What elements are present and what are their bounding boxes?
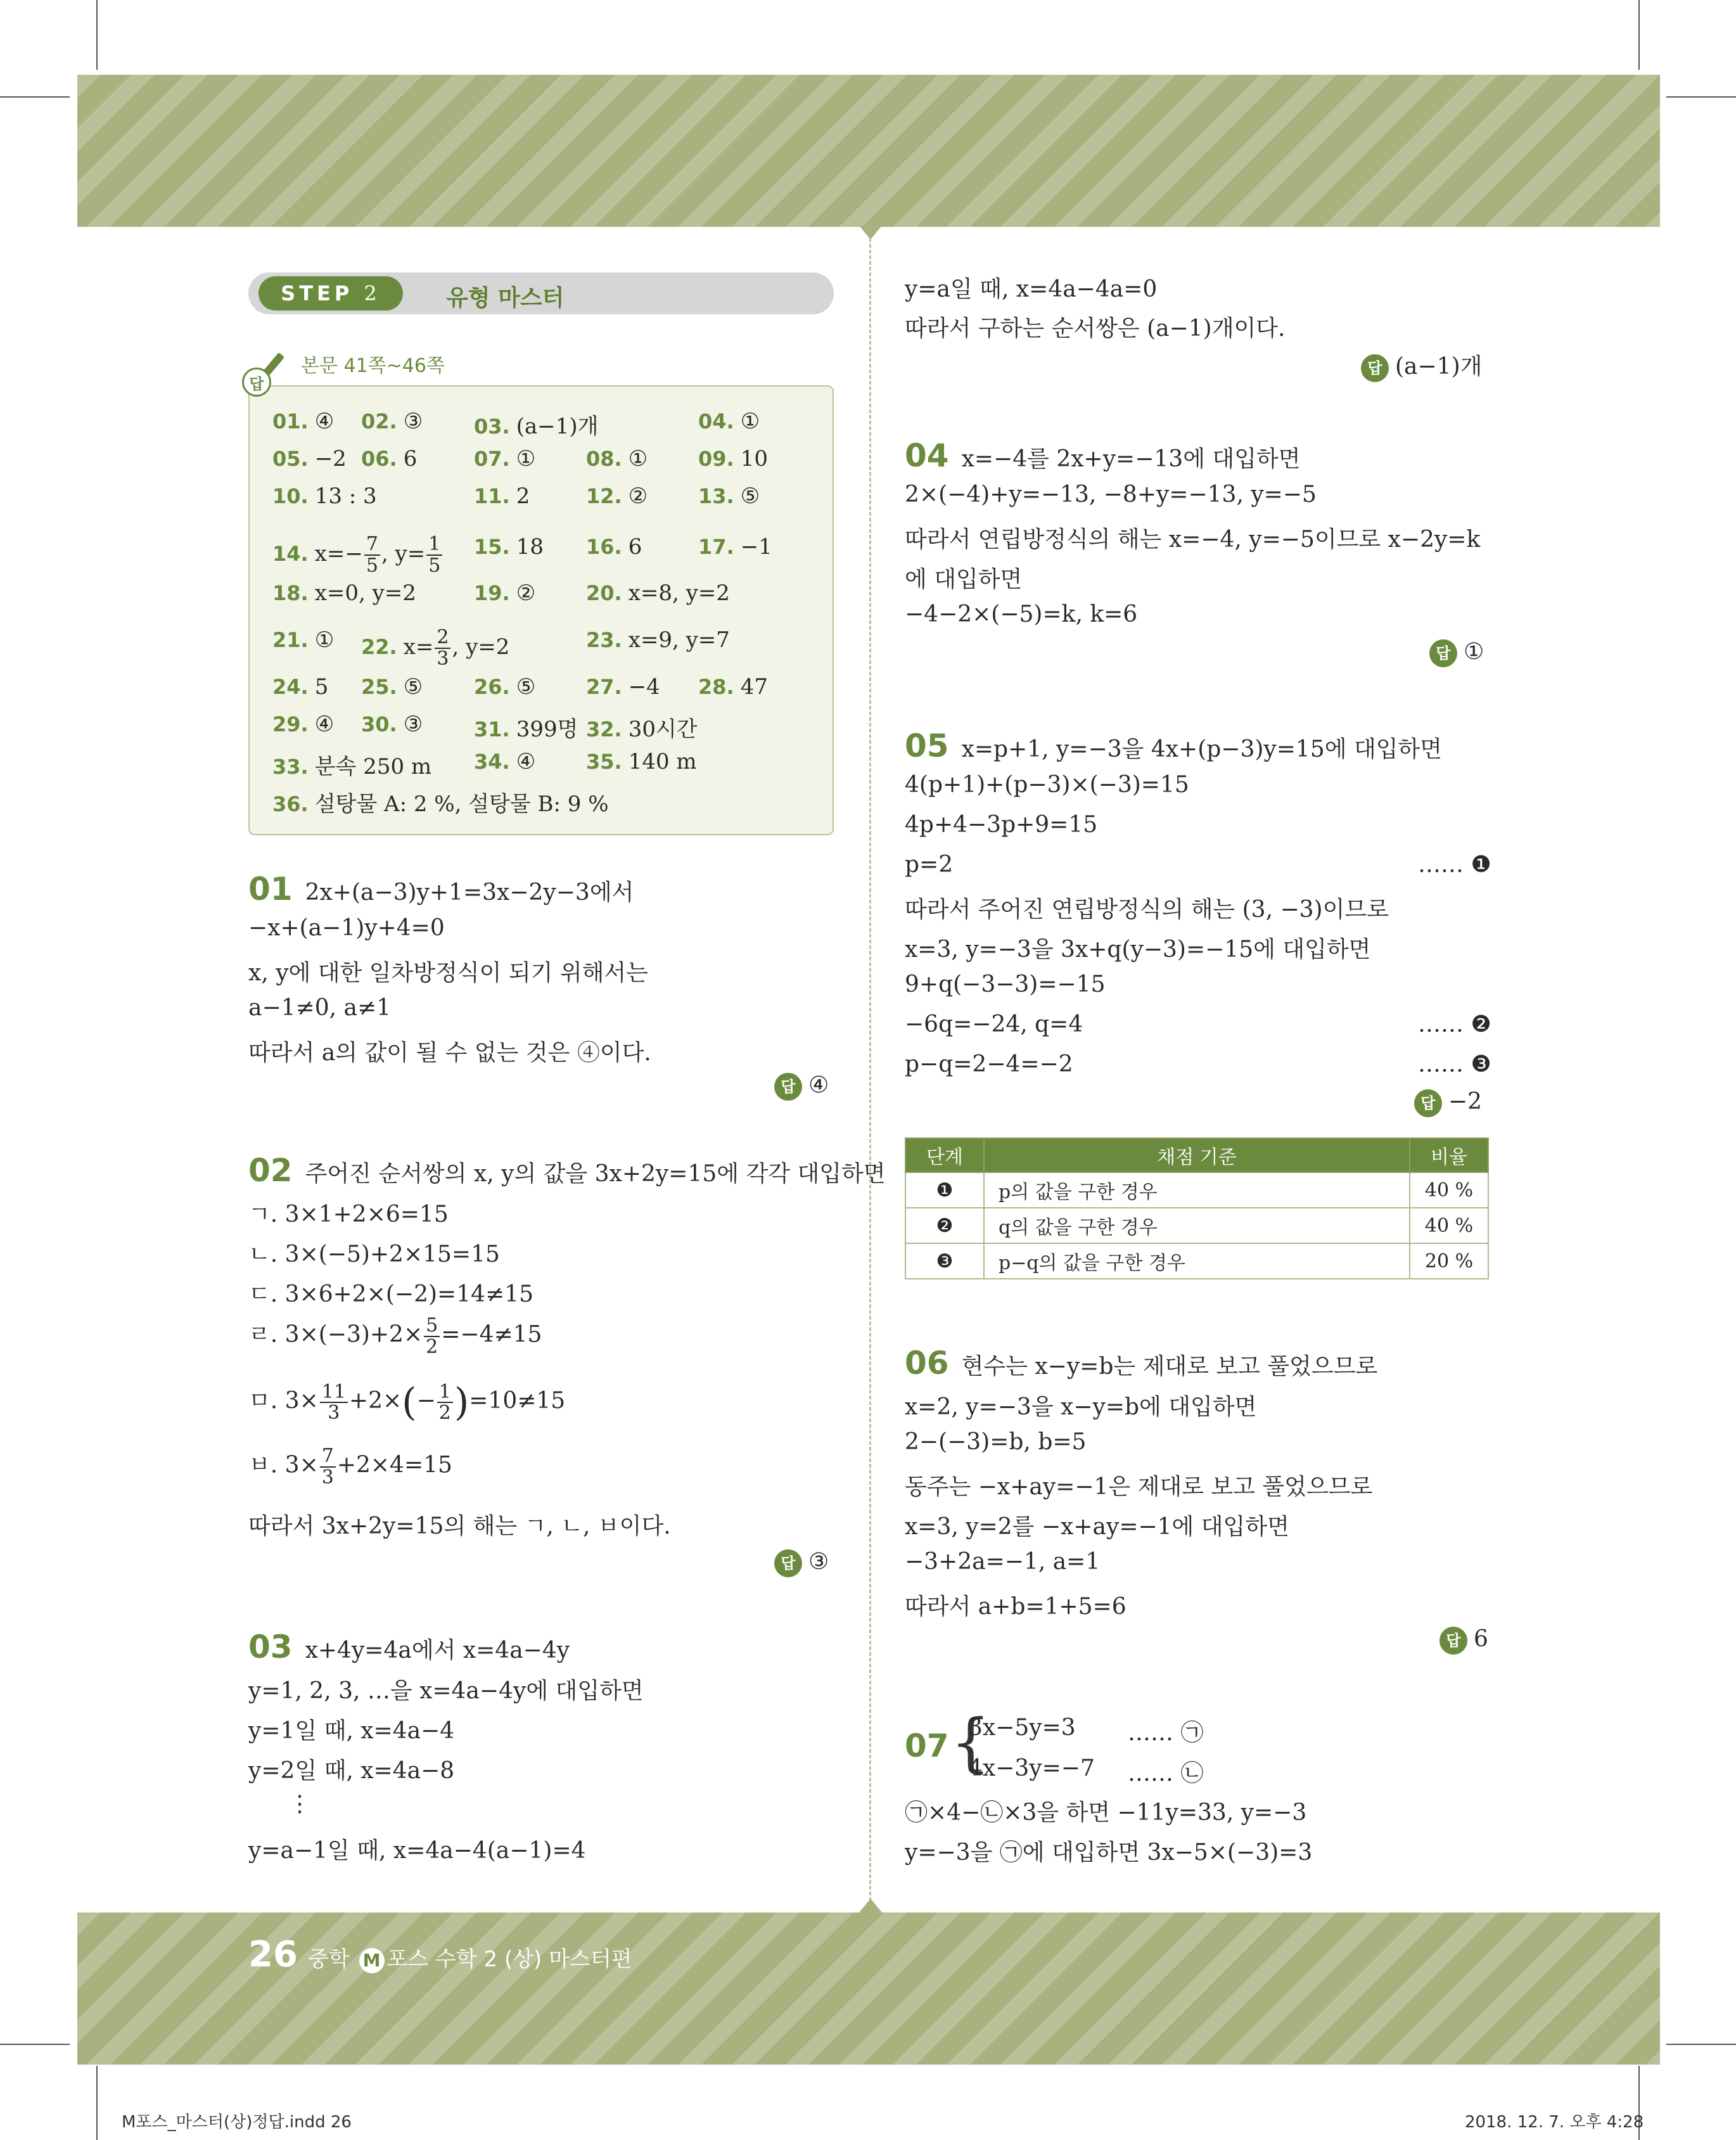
- answer-number: 07.: [474, 447, 510, 471]
- column-header: 비율: [1410, 1138, 1488, 1172]
- answer-icon: 답: [1439, 1627, 1467, 1655]
- step-header: [248, 272, 834, 314]
- answer-item: [272, 534, 444, 575]
- expr-part: x=: [403, 634, 434, 660]
- answer-item: [474, 674, 535, 700]
- solution-line: 따라서 구하는 순서쌍은 (a−1)개이다.: [905, 316, 1286, 342]
- answer-value: ④: [314, 409, 335, 434]
- answer-number: 23.: [586, 628, 622, 652]
- denominator: 5: [366, 554, 378, 577]
- expr-part: +2×: [348, 1388, 402, 1414]
- answer-number: 18.: [272, 581, 309, 605]
- answer-number: 35.: [586, 750, 622, 774]
- solution-line: −x+(a−1)y+4=0: [248, 915, 445, 941]
- answer-icon: 답: [774, 1549, 802, 1577]
- answer-item: [272, 627, 334, 653]
- answer-item: [586, 712, 698, 743]
- solution-line: 따라서 3x+2y=15의 해는 ㄱ, ㄴ, ㅂ이다.: [248, 1513, 671, 1539]
- answer-item: [586, 534, 642, 560]
- denominator: 2: [438, 1402, 451, 1424]
- answer-item: [272, 409, 334, 434]
- crop-mark: [0, 2044, 70, 2045]
- answer-value: x=8, y=2: [628, 580, 730, 606]
- answer-icon: 답: [1361, 354, 1389, 382]
- solution-line: x=3, y=−3을 3x+q(y−3)=−15에 대입하면: [905, 937, 1371, 963]
- solution-line: 2−(−3)=b, b=5: [905, 1429, 1087, 1455]
- denominator: 3: [437, 647, 449, 670]
- question-number: 05: [905, 727, 949, 764]
- step-mark: …… ❶: [1418, 852, 1491, 878]
- fraction: [364, 534, 380, 575]
- answer-value: (a−1)개: [516, 414, 599, 439]
- file-slug: M포스_마스터(상)정답.indd 26: [122, 2113, 352, 2132]
- answer-item: [272, 580, 416, 606]
- answer-number: 27.: [586, 675, 622, 699]
- equation-mark: …… ㉠: [1128, 1720, 1204, 1746]
- answer-number: 05.: [272, 447, 309, 471]
- answer-value: 47: [740, 674, 768, 700]
- answer-item: [272, 484, 377, 509]
- answer-item: [272, 446, 347, 471]
- answer-number: 21.: [272, 628, 309, 652]
- answer-value: 6: [1474, 1626, 1488, 1652]
- answer-value: 5: [314, 674, 329, 700]
- paren-open: (: [402, 1380, 417, 1425]
- answer-icon: 답: [1414, 1089, 1442, 1117]
- answer-value: [314, 533, 444, 577]
- expr-part: =−4≠15: [441, 1321, 542, 1348]
- step-title: 유형 마스터: [446, 285, 565, 311]
- expr-part: ㅂ. 3×: [248, 1452, 319, 1478]
- column-divider: [869, 227, 871, 1913]
- answer-badge: [1361, 349, 1482, 382]
- numerator: 2: [435, 627, 450, 649]
- answer-number: 09.: [698, 447, 734, 471]
- answer-number: 12.: [586, 484, 622, 508]
- solution-line: 4p+4−3p+9=15: [905, 812, 1098, 838]
- answer-number: 01.: [272, 409, 309, 433]
- expr-part: , y=: [381, 541, 426, 567]
- answer-item: [474, 484, 530, 509]
- denominator: 2: [426, 1335, 438, 1358]
- answer-item: [474, 446, 535, 471]
- step-label: STEP: [281, 281, 354, 305]
- solution-line: a−1≠0, a≠1: [248, 995, 392, 1021]
- answer-number: 24.: [272, 675, 309, 699]
- book-title: [308, 1942, 632, 1973]
- divider-notch: [859, 226, 882, 240]
- answer-value: −2: [314, 446, 347, 471]
- answer-number: 32.: [586, 717, 622, 741]
- denominator: 3: [328, 1402, 340, 1424]
- answer-item: [698, 674, 768, 700]
- solution-line: ㅁ. 3× $\frac{11}{3}$ +2×(− $\frac{1}{2}$ )=10≠15: [248, 1380, 566, 1425]
- solution-line: 에 대입하면: [905, 567, 1023, 593]
- fraction: [426, 534, 442, 575]
- system-equation: 4x−3y=−7: [968, 1755, 1095, 1781]
- answer-value: ①: [628, 446, 648, 471]
- page-range: 본문 41쪽~46쪽: [301, 355, 445, 377]
- step-number: 2: [364, 281, 381, 305]
- header-band: [77, 75, 1660, 227]
- answer-number: 04.: [698, 409, 734, 433]
- answer-item: [586, 627, 730, 653]
- solution-line: 9+q(−3−3)=−15: [905, 971, 1106, 997]
- answer-item: [698, 446, 768, 471]
- solution-line: 따라서 연립방정식의 해는 x=−4, y=−5이므로 x−2y=k: [905, 527, 1481, 553]
- answer-item: [272, 749, 431, 780]
- answer-number: 36.: [272, 792, 309, 816]
- denominator: 5: [428, 554, 441, 577]
- numerator: 7: [364, 534, 380, 556]
- question-number: 06: [905, 1345, 949, 1381]
- solution-line: y=a일 때, x=4a−4a=0: [905, 276, 1158, 302]
- solution-line: y=−3을 ㉠에 대입하면 3x−5×(−3)=3: [905, 1840, 1313, 1866]
- solution-line: x=2, y=−3을 x−y=b에 대입하면: [905, 1394, 1257, 1420]
- answer-number: 25.: [361, 675, 397, 699]
- answer-item: [474, 534, 544, 560]
- crop-mark: [1666, 96, 1736, 98]
- question-01: [248, 871, 634, 907]
- answer-value: 6: [628, 534, 642, 560]
- solution-line: ㄷ. 3×6+2×(−2)=14≠15: [248, 1281, 533, 1307]
- criterion-cell: p−q의 값을 구한 경우: [984, 1243, 1410, 1279]
- answer-badge: [774, 1072, 829, 1101]
- solution-line: p−q=2−4=−2: [905, 1051, 1073, 1077]
- solution-line: x+4y=4a에서 x=4a−4y: [305, 1637, 570, 1663]
- solution-line: 2×(−4)+y=−13, −8+y=−13, y=−5: [905, 482, 1317, 508]
- answer-value: 10: [740, 446, 768, 471]
- solution-line: 따라서 a+b=1+5=6: [905, 1594, 1126, 1620]
- step-cell: ❷: [905, 1208, 984, 1243]
- answer-number: 30.: [361, 712, 397, 736]
- answer-value: 30시간: [628, 717, 698, 742]
- fraction: [320, 1382, 348, 1423]
- answer-number: 08.: [586, 447, 622, 471]
- solution-line: 동주는 −x+ay=−1은 제대로 보고 풀었으므로: [905, 1474, 1373, 1500]
- table-row: [905, 1208, 1488, 1243]
- answer-item: [361, 627, 509, 669]
- answer-item: [361, 712, 423, 737]
- answer-item: [272, 786, 609, 817]
- answer-badge: [1439, 1626, 1488, 1655]
- solution-line: [248, 1316, 542, 1357]
- answer-value: 399명: [516, 717, 578, 742]
- solution-line: y=2일 때, x=4a−8: [248, 1758, 455, 1784]
- step-cell: ❶: [905, 1172, 984, 1208]
- answer-value: 6: [403, 446, 418, 471]
- answer-number: 10.: [272, 484, 309, 508]
- expr-part: x=−: [314, 541, 363, 567]
- question-number: 03: [248, 1629, 293, 1665]
- answer-value: 설탕물 A: 2 %, 설탕물 B: 9 %: [314, 791, 609, 817]
- answer-value: ②: [516, 580, 536, 606]
- criterion-cell: p의 값을 구한 경우: [984, 1172, 1410, 1208]
- question-number: 07: [905, 1727, 949, 1764]
- answer-number: 26.: [474, 675, 510, 699]
- column-header: 채점 기준: [984, 1138, 1410, 1172]
- table-header-row: [905, 1138, 1488, 1172]
- step-cell: ❸: [905, 1243, 984, 1279]
- expr-part: ㅁ. 3×: [248, 1388, 319, 1414]
- question-number: 01: [248, 871, 293, 907]
- m-logo-icon: M: [359, 1948, 385, 1973]
- answer-badge: [1414, 1089, 1482, 1117]
- answer-value: −4: [628, 674, 660, 700]
- answer-value: 18: [516, 534, 544, 560]
- answer-number: 13.: [698, 484, 734, 508]
- answer-item: [474, 580, 535, 606]
- answer-number: 02.: [361, 409, 397, 433]
- solution-line: ㉠×4−㉡×3을 하면 −11y=33, y=−3: [905, 1800, 1307, 1826]
- answer-item: [474, 409, 598, 440]
- answer-number: 14.: [272, 541, 309, 566]
- answer-item: [586, 749, 697, 774]
- answer-value: ⑤: [740, 484, 760, 509]
- answer-value: ①: [1464, 639, 1484, 665]
- solution-line: x=3, y=2를 −x+ay=−1에 대입하면: [905, 1514, 1289, 1540]
- answer-number: 33.: [272, 755, 309, 779]
- answer-item: [272, 712, 334, 737]
- fraction: [437, 1382, 453, 1423]
- crop-mark: [0, 96, 70, 98]
- step-mark: …… ❷: [1418, 1011, 1491, 1037]
- answer-number: 03.: [474, 414, 510, 439]
- answer-value: ④: [314, 712, 335, 737]
- fraction: [435, 627, 450, 669]
- scoring-table: [905, 1137, 1489, 1279]
- answer-value: ③: [808, 1549, 829, 1575]
- solution-line: −6q=−24, q=4: [905, 1011, 1083, 1037]
- solution-line: −3+2a=−1, a=1: [905, 1549, 1101, 1575]
- answer-number: 22.: [361, 634, 397, 659]
- answer-item: [586, 580, 730, 606]
- expr-part: +2×4=15: [336, 1452, 452, 1478]
- solution-line: 따라서 주어진 연립방정식의 해는 (3, −3)이므로: [905, 897, 1389, 923]
- solution-line: y=1일 때, x=4a−4: [248, 1718, 455, 1744]
- solution-line: p=2: [905, 852, 954, 878]
- divider-notch: [859, 1899, 882, 1913]
- solution-line: y=a−1일 때, x=4a−4(a−1)=4: [248, 1838, 586, 1864]
- column-header: 단계: [905, 1138, 984, 1172]
- answer-icon: 답: [242, 368, 271, 397]
- answer-value: (a−1)개: [1395, 354, 1483, 380]
- solution-line: [248, 1446, 452, 1487]
- solution-line: 따라서 a의 값이 될 수 없는 것은 ④이다.: [248, 1040, 651, 1066]
- title-part: 중학: [308, 1947, 350, 1972]
- answer-number: 06.: [361, 447, 397, 471]
- answer-number: 31.: [474, 717, 510, 741]
- solution-line: 현수는 x−y=b는 제대로 보고 풀었으므로: [961, 1354, 1378, 1380]
- title-part: 포스 수학 2 (상) 마스터편: [386, 1947, 632, 1972]
- crop-mark: [96, 0, 98, 70]
- answer-badge: [774, 1549, 829, 1577]
- answer-item: [698, 534, 772, 560]
- crop-mark: [1666, 2044, 1736, 2045]
- answer-item: [272, 674, 328, 700]
- answer-item: [474, 712, 578, 743]
- answer-value: 140 m: [628, 749, 697, 774]
- answer-value: ①: [740, 409, 760, 434]
- answer-value: x=0, y=2: [314, 580, 416, 606]
- solution-line: x, y에 대한 일차방정식이 되기 위해서는: [248, 960, 648, 986]
- answer-item: [586, 446, 648, 471]
- expr-part: , y=2: [452, 634, 510, 660]
- answer-value: ③: [403, 712, 423, 737]
- solution-line: x=−4를 2x+y=−13에 대입하면: [961, 446, 1301, 472]
- question-06: [905, 1345, 1377, 1381]
- footer-band: [77, 1913, 1660, 2065]
- answer-value: ①: [516, 446, 536, 471]
- numerator: 5: [424, 1316, 440, 1337]
- answer-item: [586, 484, 648, 509]
- answer-item: [698, 484, 760, 509]
- question-number: 02: [248, 1152, 293, 1189]
- denominator: 3: [321, 1466, 334, 1489]
- question-number: 04: [905, 437, 949, 474]
- solution-line: 주어진 순서쌍의 x, y의 값을 3x+2y=15에 각각 대입하면: [305, 1161, 886, 1187]
- paren-close: ): [454, 1380, 469, 1425]
- answer-value: [403, 626, 510, 670]
- ratio-cell: 40 %: [1410, 1208, 1488, 1243]
- answer-number: 34.: [474, 750, 510, 774]
- crop-mark: [1638, 0, 1640, 70]
- numerator: 1: [426, 534, 442, 556]
- step-pill: [258, 276, 403, 311]
- answer-item: [361, 409, 423, 434]
- answer-value: ④: [516, 749, 536, 774]
- ratio-cell: 20 %: [1410, 1243, 1488, 1279]
- answer-item: [474, 749, 535, 774]
- answer-icon: 답: [1429, 639, 1457, 667]
- solution-line: 4(p+1)+(p−3)×(−3)=15: [905, 772, 1189, 798]
- solution-line: 2x+(a−3)y+1=3x−2y−3에서: [305, 880, 634, 906]
- answer-item: [361, 446, 417, 471]
- answer-value: ③: [403, 409, 423, 434]
- answer-number: 19.: [474, 581, 510, 605]
- question-02: [248, 1152, 886, 1189]
- date-slug: 2018. 12. 7. 오후 4:28: [1465, 2113, 1644, 2132]
- numerator: 1: [437, 1382, 453, 1404]
- ratio-cell: 40 %: [1410, 1172, 1488, 1208]
- solution-line: ㄴ. 3×(−5)+2×15=15: [248, 1241, 500, 1267]
- answer-value: 분속 250 m: [314, 754, 432, 779]
- system-equation: 3x−5y=3: [968, 1715, 1076, 1741]
- answer-value: ②: [628, 484, 648, 509]
- crop-mark: [96, 2066, 98, 2140]
- answer-item: [361, 674, 423, 700]
- fraction: [424, 1316, 440, 1357]
- step-mark: …… ❸: [1418, 1051, 1491, 1077]
- answer-value: −2: [1448, 1089, 1483, 1115]
- answer-number: 15.: [474, 535, 510, 559]
- solution-line: ㄱ. 3×1+2×6=15: [248, 1201, 449, 1227]
- solution-line: ⋮: [288, 1791, 311, 1817]
- answer-number: 20.: [586, 581, 622, 605]
- answer-value: 2: [516, 484, 530, 509]
- answer-number: 17.: [698, 535, 734, 559]
- answer-number: 28.: [698, 675, 734, 699]
- question-03: [248, 1629, 570, 1665]
- table-row: [905, 1172, 1488, 1208]
- solution-line: y=1, 2, 3, …을 x=4a−4y에 대입하면: [248, 1678, 644, 1704]
- numerator: 11: [320, 1382, 348, 1404]
- answer-value: ⑤: [516, 674, 536, 700]
- answer-number: 29.: [272, 712, 309, 736]
- solution-line: −4−2×(−5)=k, k=6: [905, 601, 1138, 627]
- page-number: 26: [248, 1934, 298, 1975]
- answer-value: 13 : 3: [314, 484, 377, 509]
- answer-value: ④: [808, 1072, 829, 1098]
- expr-part: ㄹ. 3×(−3)+2×: [248, 1321, 423, 1348]
- answer-item: [586, 674, 660, 700]
- criterion-cell: q의 값을 구한 경우: [984, 1208, 1410, 1243]
- answer-value: −1: [740, 534, 772, 560]
- answer-value: x=9, y=7: [628, 627, 730, 653]
- answer-badge: [1429, 639, 1484, 667]
- answer-item: [698, 409, 760, 434]
- solution-line: x=p+1, y=−3을 4x+(p−3)y=15에 대입하면: [961, 736, 1443, 762]
- answer-number: 11.: [474, 484, 510, 508]
- brace: {: [950, 1705, 991, 1779]
- equation-mark: …… ㉡: [1128, 1760, 1204, 1786]
- answer-number: 16.: [586, 535, 622, 559]
- numerator: 7: [320, 1446, 336, 1468]
- answer-value: ⑤: [403, 674, 423, 700]
- question-05: [905, 727, 1442, 764]
- expr-part: =10≠15: [469, 1388, 566, 1414]
- question-04: [905, 437, 1301, 474]
- answer-value: ①: [314, 627, 335, 653]
- fraction: [320, 1446, 336, 1487]
- table-row: [905, 1243, 1488, 1279]
- answer-icon: 답: [774, 1073, 802, 1101]
